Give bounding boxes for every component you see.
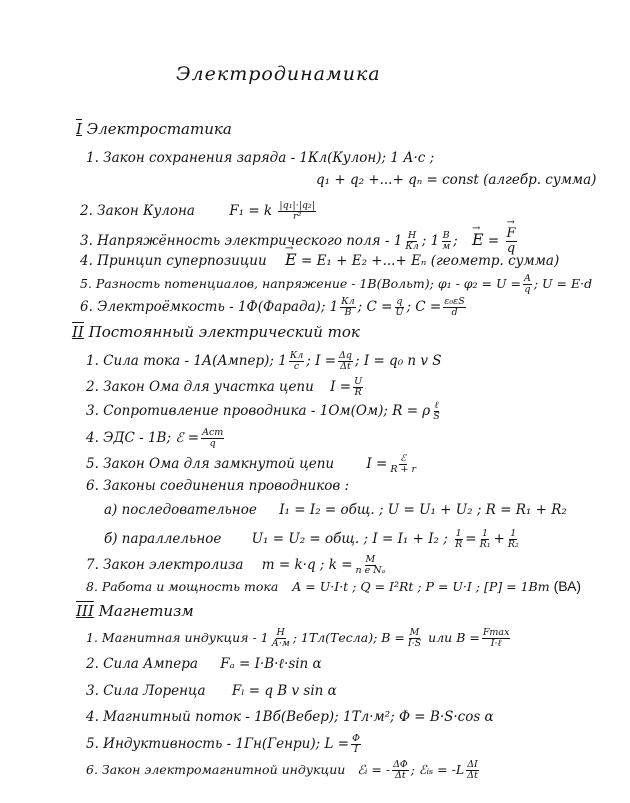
s1-item-6-frac-1: $\frac{q}{U}$ [395,296,404,318]
s2-item-3 [86,401,443,422]
s2-item-4-E: ℰ = [175,430,200,446]
s2-item-6a-label: а) последовательное [104,502,257,518]
s3-item-1-frac-1: $\frac{M}{I\cdot S}$ [407,627,422,649]
s2-item-4-fraction: $\frac{\text{Aст}}{q}$ [202,427,224,449]
s2-item-6 [86,478,349,494]
section-2-numeral: II [72,323,84,341]
s3-item-6 [86,760,481,781]
s1-item-1-label: 1. Закон сохранения заряда - 1Кл(Кулон); [86,150,387,166]
s2-item-5-label: 5. Закон Ома для замкнутой цепи [86,456,335,472]
s2-item-8-label: 8. Работа и мощность тока [86,579,279,594]
s2-item-7-label: 7. Закон электролиза [86,557,244,573]
s3-item-3-formula: Fₗ = q B v sin α [231,683,337,699]
s3-item-3-label: 3. Сила Лоренца [86,683,206,699]
s3-item-5-label: 5. Индуктивность - 1Гн(Генри); [86,736,321,752]
s1-item-3-label: 3. Напряжённость электрического поля - 1 [80,233,403,249]
s2-item-6b-frac-2: $\frac{1}{\text{R₁}}$ [479,528,491,550]
s1-item-6-frac-2: $\frac{\text{ε₀εS}}{d}$ [444,296,465,318]
s2-item-6b-frac-3: $\frac{1}{\text{R₂}}$ [507,528,519,550]
s3-item-1-or: или B = [428,630,480,645]
s1-item-2 [80,201,318,222]
s2-item-3-label: 3. Сопротивление проводника - 1Ом(Ом); [86,403,388,419]
s3-item-6-frac-1: $\frac{\Delta\Phi}{\Delta t}$ [393,759,408,781]
s1-item-5 [80,274,592,295]
s1-item-1-unit: 1 А·с ; [390,150,435,166]
s3-item-5-L: L = [324,736,350,752]
s3-item-1-unit: $\frac{Н}{А\cdot м}$ [271,627,290,649]
s1-item-2-fraction: $\frac{\text{|q₁|·|q₂|}}{\text{r²}}$ [279,200,316,222]
s1-item-6-c2: ; C = [406,299,442,315]
section-3-numeral: III [76,602,94,620]
s3-item-6-label: 6. Закон электромагнитной индукции [86,762,346,777]
s3-item-5 [86,734,363,755]
s3-item-1-mid: ; 1Тл(Тесла); B = [292,630,405,645]
s2-item-7-fraction: $\frac{M}{\text{n e Nₐ}}$ [355,554,386,576]
section-2-heading [72,324,360,340]
s3-item-5-fraction: $\frac{\Phi}{I}$ [352,733,360,755]
s1-item-3-E-vector: → E [472,232,484,248]
s2-item-5-fraction: $\frac{\text{ℰ}}{R + r}$ [390,453,417,475]
s1-item-5-formula: φ₁ - φ₂ = U = [437,276,521,291]
s2-item-3-fraction: $\frac{\text{ℓ}}{S}$ [433,400,440,422]
s2-item-5-I: I = [366,456,388,472]
s2-item-6b [104,529,522,550]
s1-item-2-label: 2. Закон Кулона [80,203,195,219]
s2-item-2-fraction: $\frac{U}{R}$ [354,376,363,398]
s2-item-2 [86,377,365,398]
s3-item-6-e: ℰᵢ = - [357,762,391,777]
section-1-numeral: I [76,120,82,138]
s1-item-3-q: q [506,241,516,256]
s1-item-1-formula-line [316,172,596,188]
s2-item-7-formula: m = k·q ; k = [261,557,353,573]
s3-item-4 [86,709,494,725]
s2-item-1-fraction: $\frac{\Delta q}{\Delta t}$ [339,350,352,372]
s2-item-8-printed-note: (ВА) [553,578,582,594]
s2-item-6b-plus: + [493,531,505,547]
s1-item-3-F-vector: → F [507,227,516,241]
s2-item-6b-label: б) параллельное [104,531,222,547]
s1-item-3-unit-2: $\frac{В}{м}$ [442,230,451,252]
s3-item-2 [86,656,322,672]
s2-item-1 [86,351,442,372]
s2-item-6b-frac-1: $\frac{1}{R}$ [455,528,463,550]
s3-item-1-label: 1. Магнитная индукция - 1 [86,630,269,645]
s3-item-6-frac-2: $\frac{\Delta I}{\Delta t}$ [467,759,478,781]
s2-item-6b-eq: = [465,531,477,547]
s2-item-7 [86,555,388,576]
s1-item-1-formula: q₁ + q₂ +...+ qₙ = const [316,172,479,188]
s3-item-1-frac-2: $\frac{Fmax}{\text{I·ℓ}}$ [482,627,510,649]
s3-item-2-label: 2. Сила Ампера [86,656,198,672]
s2-item-6b-formula: U₁ = U₂ = общ. ; I = I₁ + I₂ ; [251,531,448,547]
s2-item-1-label: 1. Сила тока - 1А(Ампер); [86,353,274,369]
s1-item-4 [80,252,559,269]
s2-item-4-label: 4. ЭДС - 1В; [86,430,172,446]
s2-item-6-label: 6. Законы соединения проводников : [86,478,350,494]
s3-item-4-label: 4. Магнитный поток - 1Вб(Вебер); [86,709,339,725]
s2-item-2-I: I = [330,379,352,395]
s1-item-5-label: 5. Разность потенциалов, напряжение - 1В(Вольт); [80,276,434,291]
s2-item-6a-formula: I₁ = I₂ = общ. ; U = U₁ + U₂ ; R = R₁ + R₂ [279,502,567,518]
s1-item-6-unit: $\frac{Кл}{В}$ [341,296,355,318]
s3-item-3 [86,683,337,699]
s1-item-4-E-vector: → E [285,252,297,268]
section-3-title: Магнетизм [98,602,194,620]
s1-item-1 [86,150,434,166]
s2-item-4 [86,428,226,449]
section-2-title: Постоянный электрический ток [88,323,360,341]
s3-item-1 [86,628,512,649]
s2-item-1-one: 1 [278,353,287,369]
s3-item-4-unit: 1Тл·м²; [343,709,395,725]
s1-item-4-formula: = E₁ + E₂ +...+ Eₙ [300,253,427,269]
s3-item-6-mid: ; ℰᵢₛ = -L [410,762,465,777]
s1-item-4-note: (геометр. сумма) [430,253,560,269]
s2-item-6a [104,502,567,518]
s2-item-8 [86,578,581,595]
section-3-heading [76,603,194,619]
s1-item-5-fraction: $\frac{A}{q}$ [523,273,531,295]
s2-item-3-R: R = ρ [392,403,431,419]
section-1-heading [76,121,232,137]
s1-item-1-note: (алгебр. сумма) [483,172,597,188]
s1-item-6-one: 1 [329,299,339,315]
s2-item-2-label: 2. Закон Ома для участка цепи [86,379,314,395]
s1-item-6-c: ; C = [357,299,393,315]
s2-item-1-unit: $\frac{Кл}{с}$ [289,350,304,372]
s1-item-3-eq: = [487,233,500,249]
s1-item-3-sep: ; [453,233,458,249]
s1-item-3-mid: ; 1 [421,233,440,249]
s3-item-4-formula: Φ = B·S·cos α [398,709,494,725]
s1-item-6 [80,297,468,318]
s2-item-1-tail: ; I = q₀ n v S [354,353,442,369]
s1-item-4-label: 4. Принцип суперпозиции [80,253,267,269]
section-1-title: Электростатика [86,120,232,138]
s2-item-8-formula: A = U·I·t ; Q = I²Rt ; P = U·I ; [P] = 1Вт [292,579,550,594]
s2-item-5 [86,454,419,475]
s1-item-5-tail: ; U = E·d [533,276,593,291]
s1-item-2-lhs: F₁ = k [229,203,273,219]
s3-item-2-formula: Fₐ = I·B·ℓ·sin α [220,656,322,672]
s2-item-1-I: ; I = [306,353,337,369]
s1-item-3-unit-1: $\frac{Н}{Кл}$ [405,230,419,252]
page-title: Электродинамика [176,63,381,85]
s1-item-6-label: 6. Электроёмкость - 1Ф(Фарада); [80,299,326,315]
